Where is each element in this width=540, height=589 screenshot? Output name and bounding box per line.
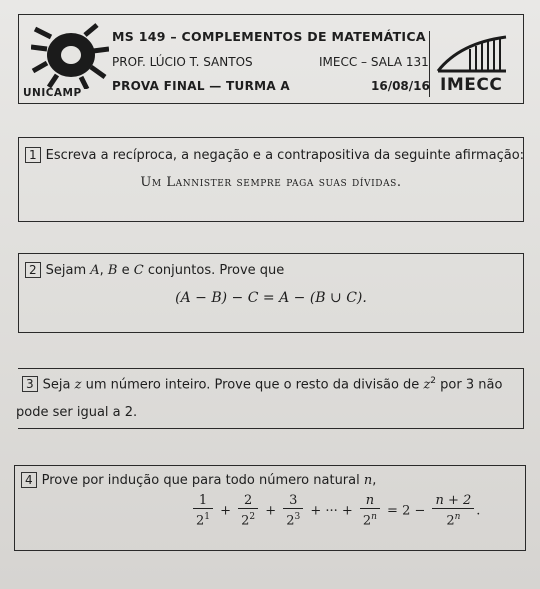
formula-rhs: = 2 −	[387, 503, 426, 519]
question-1	[18, 137, 524, 222]
question-statement: Um Lannister sempre paga suas dívidas.	[140, 175, 402, 190]
math-var: z	[423, 377, 431, 393]
formula-ellipsis: + ··· +	[310, 503, 353, 519]
math-var: z	[74, 377, 82, 393]
question-text: ,	[99, 263, 108, 278]
imecc-logo	[429, 31, 514, 97]
exam-header	[18, 14, 524, 104]
question-text: Sejam	[45, 263, 91, 278]
imecc-label: IMECC	[440, 75, 503, 95]
math-exponent: 2	[430, 376, 437, 386]
question-text: conjuntos. Prove que	[143, 263, 285, 278]
question-text: e	[117, 263, 134, 278]
question-text: Escreva a recíproca, a negação e a contrapositiva da seguinte afirmação:	[45, 148, 525, 163]
formula-fraction: $\frac{3}{2^3}$	[283, 493, 303, 529]
formula-end: .	[476, 503, 481, 519]
question-text: Prove por indução que para todo número natural	[41, 473, 364, 488]
question-2	[18, 253, 524, 333]
formula-fraction: $\frac{2}{2^2}$	[238, 493, 258, 529]
imecc-emblem-icon	[430, 31, 514, 75]
question-number: 2	[25, 262, 41, 278]
question-formula: (A − B) − C = A − (B ∪ C).	[175, 290, 367, 306]
professor-name: PROF. LÚCIO T. SANTOS	[112, 55, 253, 69]
math-var: A	[90, 263, 100, 278]
question-text: ,	[372, 473, 377, 488]
question-text: por 3 não	[436, 377, 503, 393]
math-var: C	[133, 263, 144, 278]
formula-fraction: $\frac{n}{2^n}$	[360, 493, 380, 529]
math-var: B	[107, 263, 118, 278]
question-formula: $\frac{1}{2^1}$ + $\frac{2}{2^2}$ + $\frac{3}{2^3}$ + ··· + $\frac{n}{2^n}$ = 2 − $\frac{n + 2}{2^n}$ .	[191, 493, 480, 529]
formula-fraction: $\frac{n + 2}{2^n}$	[432, 493, 474, 529]
math-var: n	[363, 473, 373, 488]
question-4	[14, 465, 526, 551]
formula-fraction: $\frac{1}{2^1}$	[193, 493, 213, 529]
exam-title: PROVA FINAL — TURMA A	[112, 79, 291, 93]
question-text: Seja	[42, 377, 75, 393]
room-location: IMECC – SALA 131	[319, 55, 429, 69]
question-number: 4	[21, 472, 37, 488]
question-text: um número inteiro. Prove que o resto da divisão de	[81, 377, 424, 393]
course-title: MS 149 – COMPLEMENTOS DE MATEMÁTICA	[112, 29, 426, 44]
question-number: 1	[25, 147, 41, 163]
question-number: 3	[22, 376, 38, 392]
question-3	[18, 368, 524, 429]
unicamp-label: UNICAMP	[23, 87, 82, 99]
question-text-continued: pode ser igual a 2.	[16, 405, 138, 420]
exam-date: 16/08/16	[371, 79, 430, 93]
